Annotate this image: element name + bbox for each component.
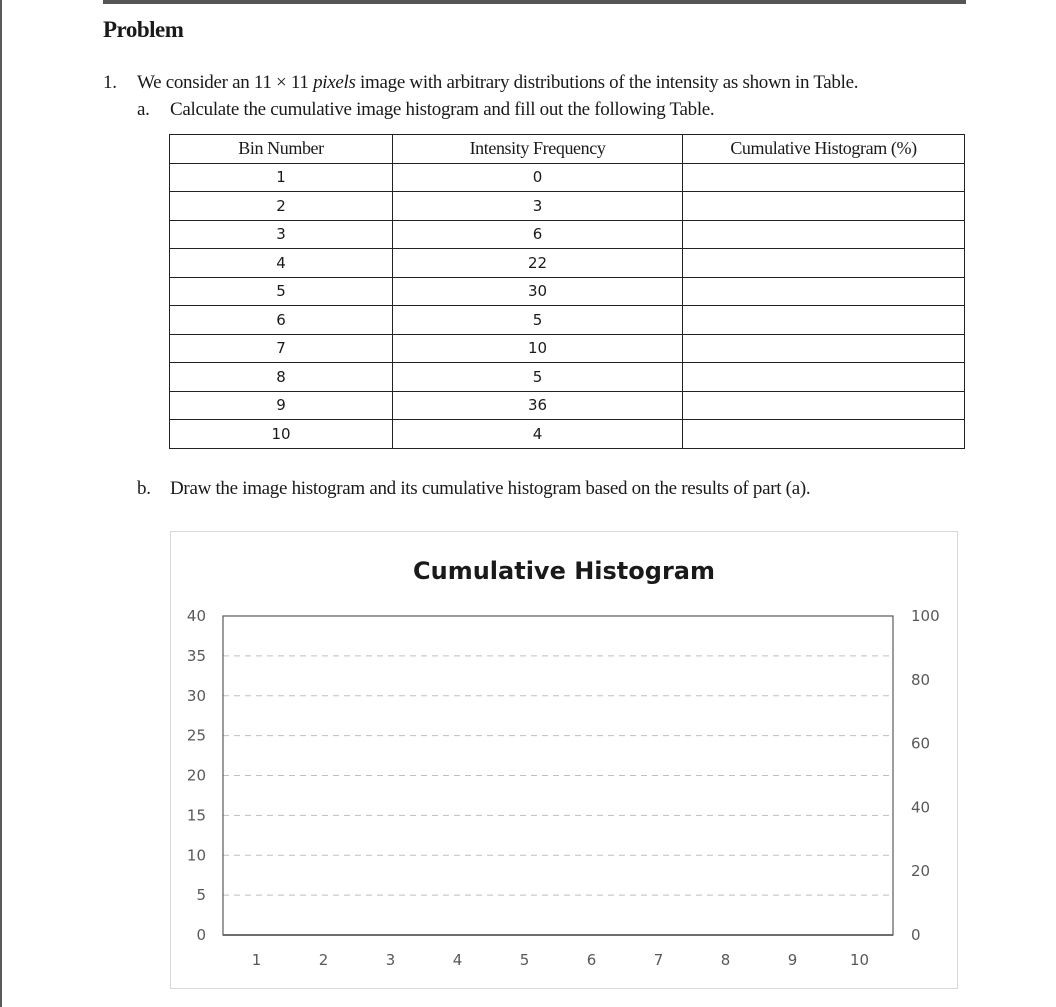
y-tick-label: 25 (186, 726, 206, 745)
cumulative-cell[interactable] (683, 391, 965, 420)
x-tick-label: 10 (849, 951, 870, 969)
cumulative-cell[interactable] (683, 420, 965, 449)
chart-gridlines (223, 656, 893, 935)
bin-cell: 4 (170, 249, 393, 278)
part-b-text: Draw the image histogram and its cumulative histogram based on the results of part (a). (170, 478, 811, 499)
bin-cell: 10 (170, 420, 393, 449)
x-tick-label: 1 (251, 951, 262, 969)
cumulative-cell[interactable] (683, 334, 965, 363)
bin-cell: 3 (170, 220, 393, 249)
y2-tick-label: 80 (911, 670, 931, 689)
cumulative-cell[interactable] (683, 363, 965, 392)
frequency-cell: 36 (393, 391, 683, 420)
x-tick-label: 4 (452, 951, 463, 969)
chart-canvas (171, 532, 957, 988)
bin-cell: 5 (170, 277, 393, 306)
y2-tick-label: 40 (911, 798, 931, 817)
frequency-table (169, 134, 965, 449)
table-row (170, 391, 965, 420)
y-tick-label: 35 (186, 646, 206, 665)
page-top-rule (103, 0, 966, 4)
cumulative-cell[interactable] (683, 220, 965, 249)
frequency-cell: 22 (393, 249, 683, 278)
x-tick-label: 6 (586, 951, 597, 969)
table-row (170, 163, 965, 192)
image-size-unit: pixels (308, 72, 356, 93)
bin-cell: 9 (170, 391, 393, 420)
y-tick-label: 20 (186, 766, 206, 785)
y-tick-label: 5 (196, 886, 206, 905)
bin-cell: 2 (170, 192, 393, 221)
frequency-cell: 4 (393, 420, 683, 449)
bin-cell: 8 (170, 363, 393, 392)
table-row (170, 277, 965, 306)
frequency-cell: 6 (393, 220, 683, 249)
frequency-cell: 0 (393, 163, 683, 192)
frequency-cell: 30 (393, 277, 683, 306)
x-tick-label: 8 (720, 951, 731, 969)
bin-cell: 6 (170, 306, 393, 335)
x-tick-label: 3 (385, 951, 396, 969)
cumulative-histogram-chart (170, 531, 958, 989)
table-row (170, 192, 965, 221)
table-row (170, 363, 965, 392)
question-text-after: image with arbitrary distributions of the intensity as shown in Table. (355, 72, 859, 93)
right-axis-ticks (911, 607, 940, 944)
y-tick-label: 10 (186, 846, 206, 865)
left-axis-ticks (187, 607, 206, 944)
part-b-letter: b. (137, 478, 151, 499)
x-tick-label: 7 (653, 951, 664, 969)
header-cumulative-histogram: Cumulative Histogram (%) (683, 135, 965, 164)
bin-cell: 1 (170, 163, 393, 192)
cumulative-cell[interactable] (683, 249, 965, 278)
cumulative-cell[interactable] (683, 192, 965, 221)
table-header-row (170, 135, 965, 164)
table-row (170, 249, 965, 278)
table-row (170, 334, 965, 363)
y-tick-label: 15 (186, 806, 206, 825)
question-text-before: We consider an (137, 72, 254, 93)
problem-heading: Problem (103, 17, 184, 42)
table-row (170, 420, 965, 449)
y-tick-label: 40 (186, 607, 206, 625)
part-a-letter: a. (137, 99, 150, 120)
y2-tick-label: 0 (911, 926, 921, 944)
cumulative-cell[interactable] (683, 163, 965, 192)
y2-tick-label: 100 (911, 607, 940, 625)
table-row (170, 220, 965, 249)
x-tick-label: 9 (787, 951, 798, 969)
frequency-cell: 5 (393, 363, 683, 392)
chart-title: Cumulative Histogram (413, 557, 715, 585)
bin-cell: 7 (170, 334, 393, 363)
x-axis-ticks (252, 951, 869, 969)
frequency-cell: 5 (393, 306, 683, 335)
y-tick-label: 0 (196, 926, 206, 944)
cumulative-cell[interactable] (683, 306, 965, 335)
image-size-expression: 11 × 11 (253, 72, 309, 93)
header-bin-number: Bin Number (170, 135, 393, 164)
page-left-border (0, 0, 2, 1007)
y-tick-label: 30 (186, 686, 206, 705)
y2-tick-label: 20 (911, 862, 931, 881)
header-intensity-frequency: Intensity Frequency (393, 135, 683, 164)
cumulative-cell[interactable] (683, 277, 965, 306)
question-number: 1. (103, 72, 117, 93)
y2-tick-label: 60 (911, 734, 931, 753)
question-text (137, 72, 858, 94)
part-a-text: Calculate the cumulative image histogram and fill out the following Table. (170, 99, 715, 120)
x-tick-label: 2 (318, 951, 329, 969)
x-tick-label: 5 (519, 951, 530, 969)
table-row (170, 306, 965, 335)
frequency-cell: 10 (393, 334, 683, 363)
frequency-cell: 3 (393, 192, 683, 221)
